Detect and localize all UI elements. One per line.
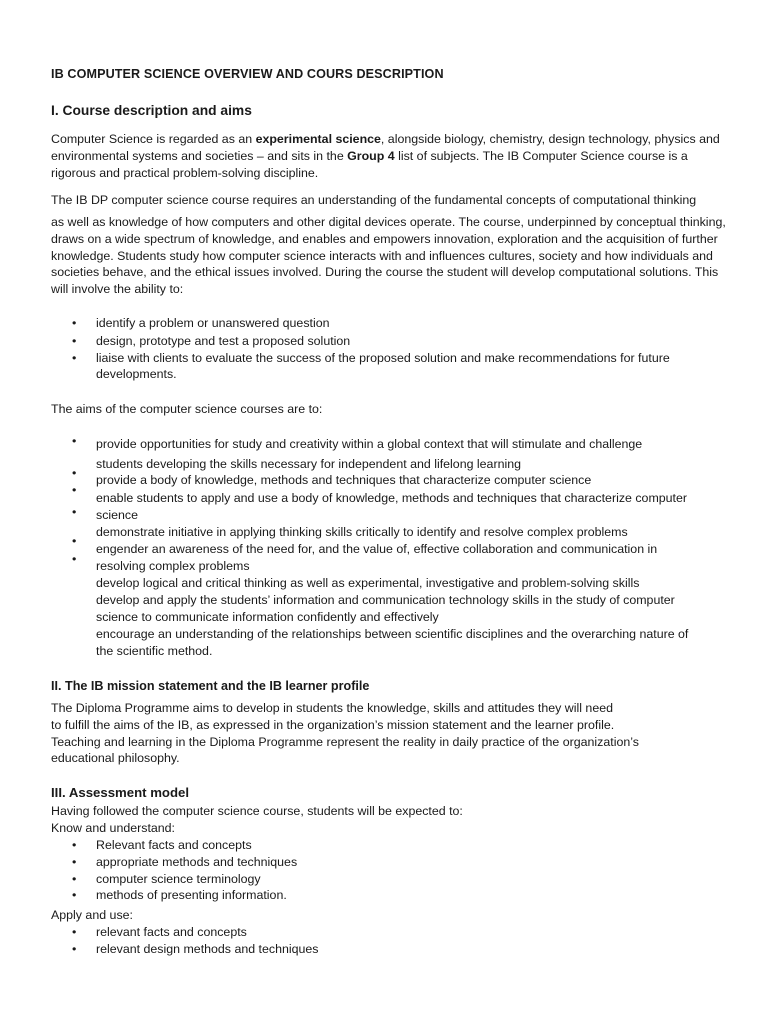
text-run: Computer Science is regarded as an bbox=[51, 132, 256, 146]
bullet-icon: • bbox=[72, 552, 77, 566]
text-line: Teaching and learning in the Diploma Programme represent the reality in daily practice of the organization’s bbox=[51, 734, 639, 749]
bullet-icon: • bbox=[72, 854, 77, 869]
document-title: IB COMPUTER SCIENCE OVERVIEW AND COURS DESCRIPTION bbox=[51, 67, 444, 81]
bullet-icon: • bbox=[72, 941, 77, 956]
aim-line: enable students to apply and use a body of knowledge, methods and techniques that characterize computer bbox=[96, 491, 688, 505]
list-item bbox=[51, 837, 728, 854]
aims-intro: The aims of the computer science courses are to: bbox=[51, 402, 323, 416]
list-item-text: relevant design methods and techniques bbox=[96, 941, 319, 956]
section-3-body bbox=[51, 803, 728, 837]
section-1-paragraph-2: as well as knowledge of how computers and other digital devices operate. The course, underpinned by conceptual thinking, draws on a wide spectrum of knowledge, and enables and empowers innovation, exploration and the acquisition of further knowledge. Students study how computer science interacts with and influences cultures, society and how individuals and societies behave, and the ethical issues involved. During the course the student will develop computational solutions. This will involve the ability to: bbox=[51, 215, 726, 297]
text-line: The Diploma Programme aims to develop in students the knowledge, skills and attitudes they will need bbox=[51, 701, 614, 715]
list-item bbox=[51, 924, 728, 941]
know-list bbox=[51, 837, 728, 904]
aim-line: encourage an understanding of the relationships between scientific disciplines and the overarching nature of bbox=[96, 627, 689, 641]
bullet-icon: • bbox=[72, 871, 77, 886]
list-item-text: identify a problem or unanswered question bbox=[96, 316, 330, 330]
section-1-paragraph-2-line-1: The IB DP computer science course requires an understanding of the fundamental concepts of computational thinking bbox=[51, 193, 697, 207]
aim-line: provide opportunities for study and creativity within a global context that will stimulate and challenge bbox=[96, 437, 643, 451]
aim-line: science bbox=[96, 508, 139, 522]
apply-use-label: Apply and use: bbox=[51, 908, 133, 922]
bullet-icon: • bbox=[72, 483, 77, 497]
aim-line: demonstrate initiative in applying thinking skills critically to identify and resolve complex problems bbox=[96, 525, 628, 539]
bold-term-experimental-science: experimental science bbox=[255, 132, 381, 146]
bullet-icon: • bbox=[72, 333, 77, 348]
list-item bbox=[51, 854, 728, 871]
bullet-icon: • bbox=[72, 838, 77, 852]
list-item bbox=[51, 333, 728, 350]
list-item bbox=[51, 350, 728, 384]
apply-list bbox=[51, 924, 728, 958]
aim-line: develop and apply the students’ information and communication technology skills in the study of computer bbox=[96, 593, 675, 607]
bullet-icon: • bbox=[72, 505, 77, 519]
list-item-text: design, prototype and test a proposed solution bbox=[96, 333, 351, 348]
list-item-text: appropriate methods and techniques bbox=[96, 854, 298, 869]
bullet-icon: • bbox=[72, 434, 77, 448]
section-3-heading: III. Assessment model bbox=[51, 785, 190, 800]
list-item-text: methods of presenting information. bbox=[96, 888, 287, 903]
text-run: list of subjects. The IB Computer Science course is a rigorous and practical problem-solving discipline. bbox=[51, 148, 688, 180]
know-understand-label: Know and understand: bbox=[51, 820, 175, 835]
section-2-body bbox=[51, 700, 728, 767]
aim-line: resolving complex problems bbox=[96, 559, 250, 573]
list-item bbox=[51, 315, 728, 332]
text-line: educational philosophy. bbox=[51, 751, 180, 766]
section-1-heading: I. Course description and aims bbox=[51, 103, 252, 118]
text-run: , alongside biology, chemistry, design technology, physics and environmental systems and societies – and sits in the bbox=[51, 132, 720, 163]
list-item-text: relevant facts and concepts bbox=[96, 925, 247, 939]
list-item-text: liaise with clients to evaluate the success of the proposed solution and make recommendations for future developments. bbox=[96, 350, 670, 382]
aim-line: engender an awareness of the need for, and the value of, effective collaboration and communication in bbox=[96, 542, 658, 556]
list-item bbox=[51, 941, 728, 958]
aim-line: science to communicate information confidently and effectively bbox=[96, 610, 439, 624]
aim-line: students developing the skills necessary for independent and lifelong learning bbox=[96, 457, 522, 471]
aim-line: develop logical and critical thinking as well as experimental, investigative and problem-solving skills bbox=[96, 576, 640, 590]
text-line: to fulfill the aims of the IB, as expressed in the organization’s mission statement and the learner profile. bbox=[51, 717, 615, 732]
list-item bbox=[51, 871, 728, 888]
aim-line: the scientific method. bbox=[96, 644, 213, 658]
bullet-icon: • bbox=[72, 466, 77, 480]
list-item-text: Relevant facts and concepts bbox=[96, 838, 252, 852]
bullet-icon: • bbox=[72, 316, 77, 330]
bullet-icon: • bbox=[72, 350, 77, 365]
list-item-text: computer science terminology bbox=[96, 871, 261, 886]
bullet-icon: • bbox=[72, 534, 77, 548]
bullet-icon: • bbox=[72, 888, 77, 903]
bullet-icon: • bbox=[72, 925, 77, 939]
section-2-heading: II. The IB mission statement and the IB learner profile bbox=[51, 679, 370, 693]
list-item bbox=[51, 887, 728, 904]
section-1-paragraph-1 bbox=[51, 131, 728, 181]
bold-term-group-4: Group 4 bbox=[347, 148, 395, 163]
assessment-intro: Having followed the computer science course, students will be expected to: bbox=[51, 804, 463, 818]
aim-line: provide a body of knowledge, methods and techniques that characterize computer science bbox=[96, 473, 592, 487]
abilities-list bbox=[51, 315, 728, 383]
